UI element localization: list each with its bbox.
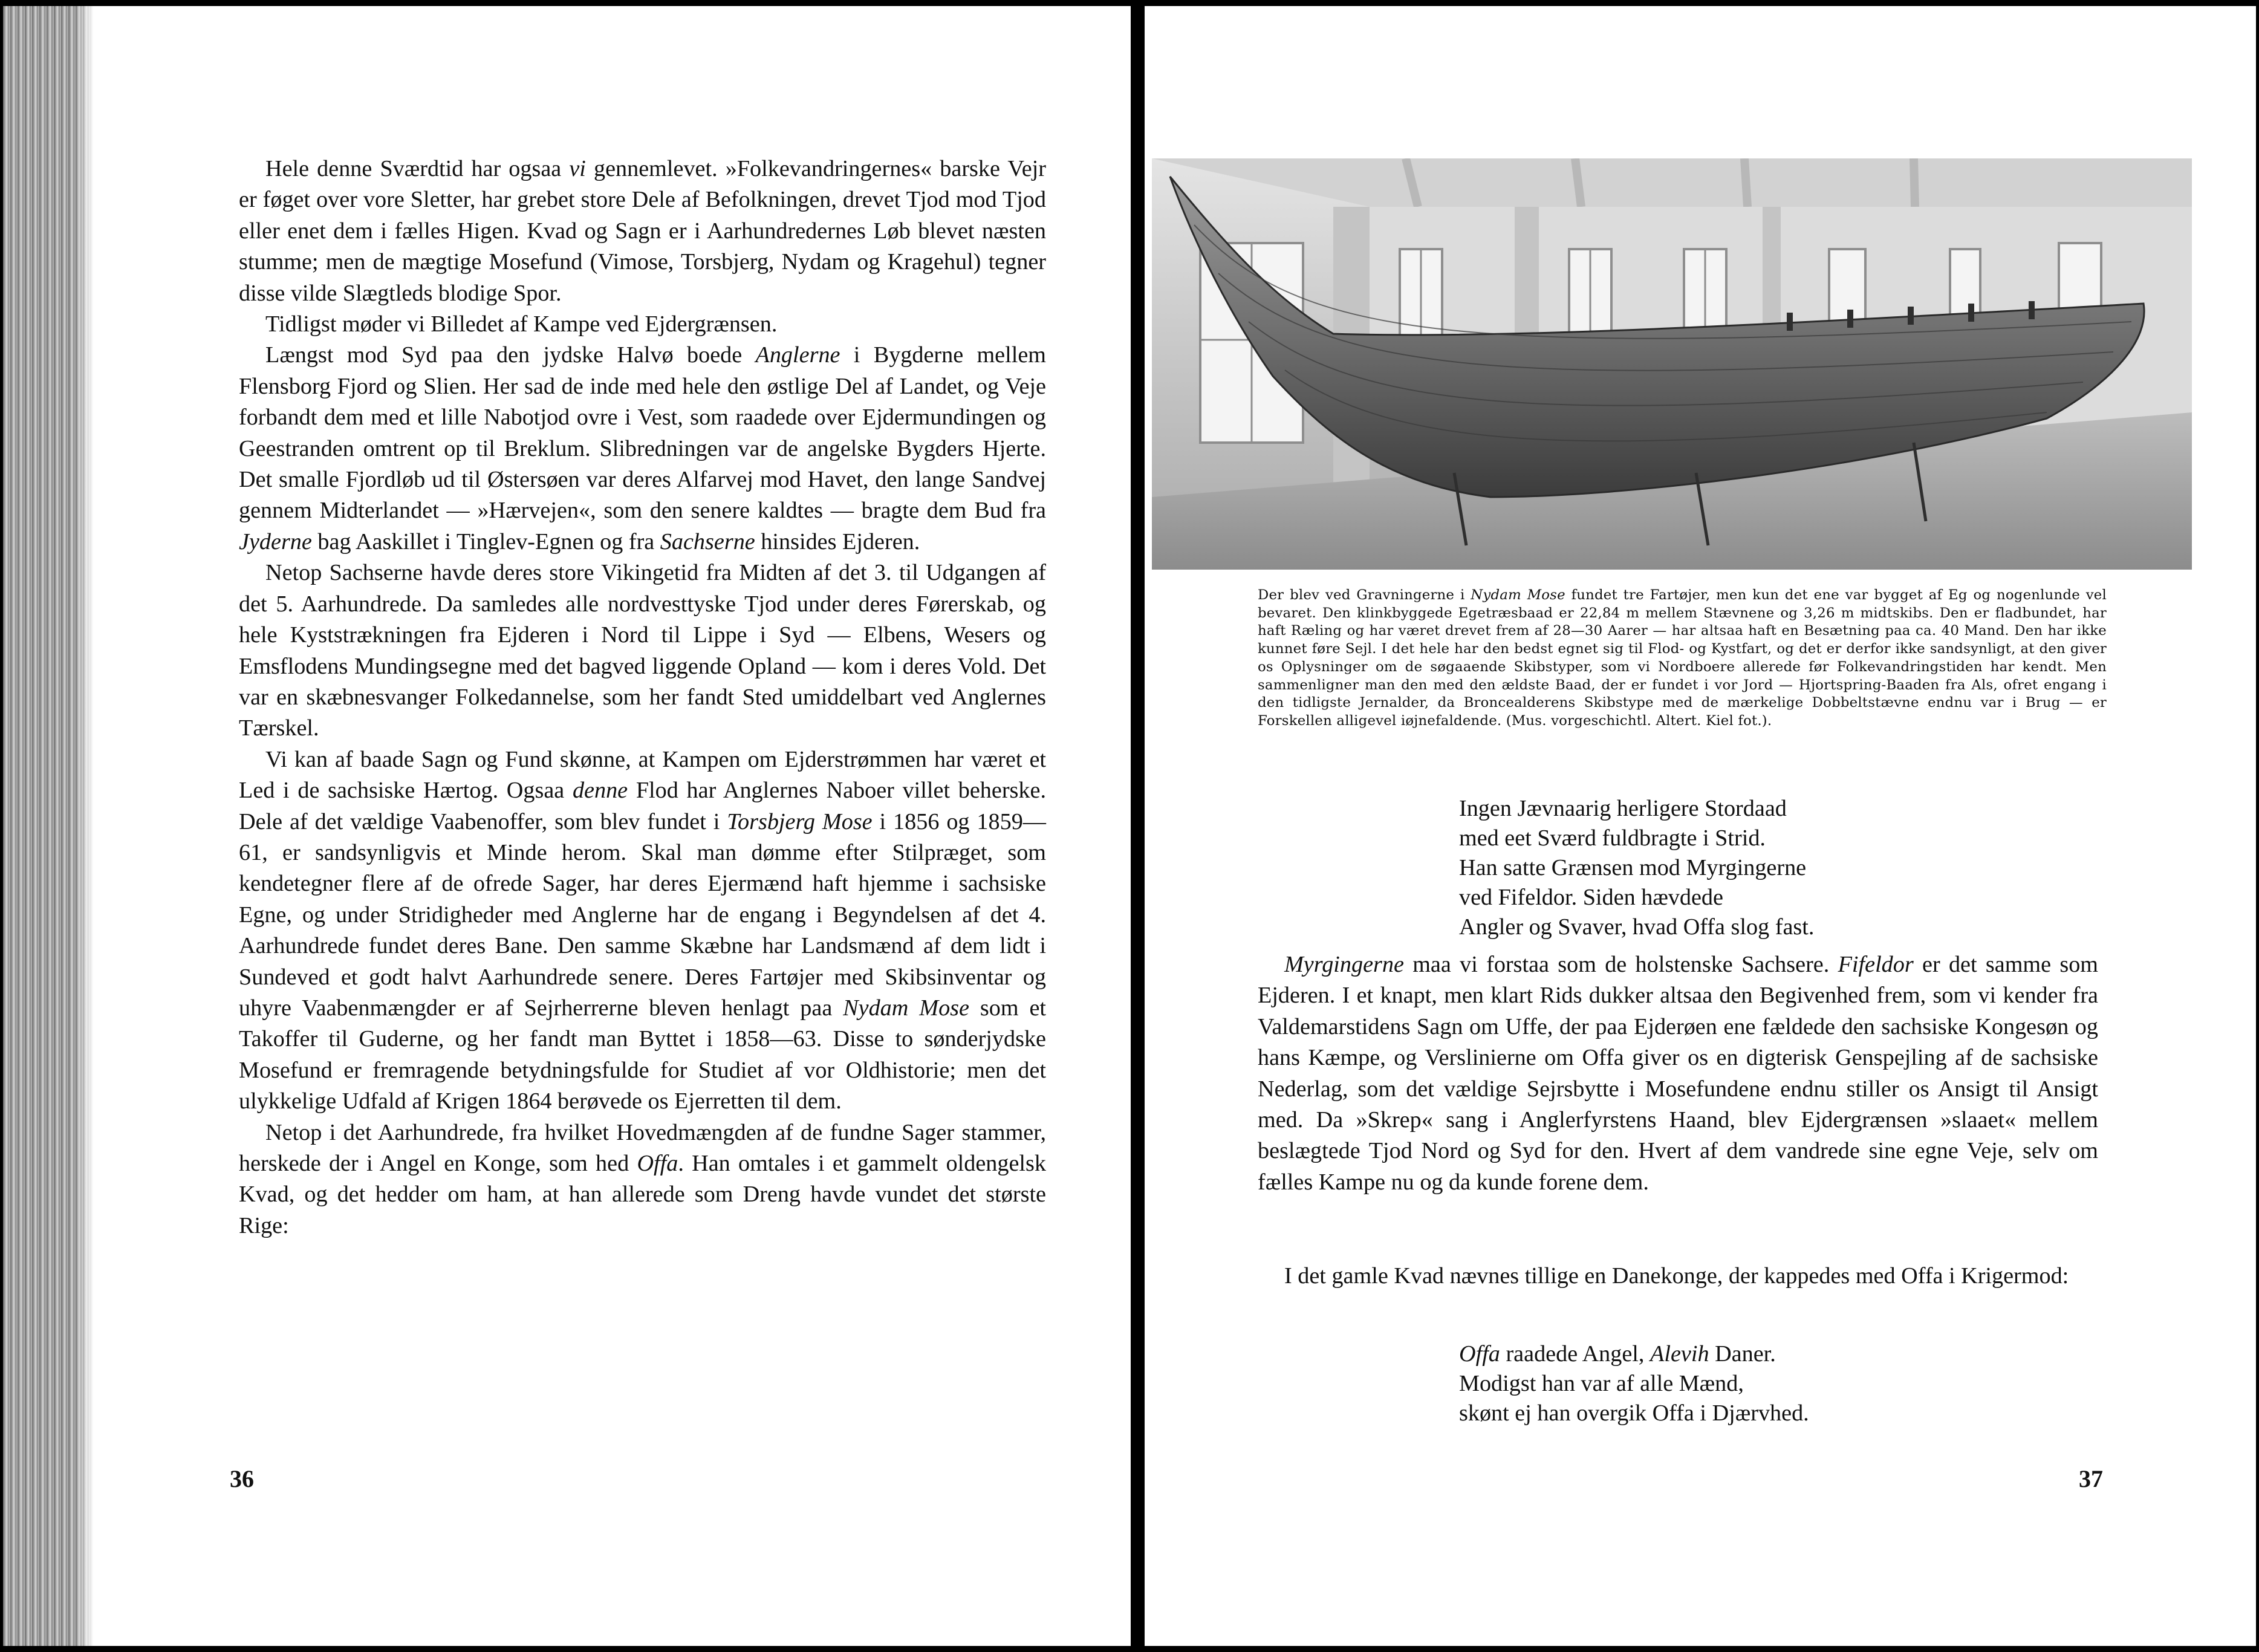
poem-line: Han satte Grænsen mod Myrgingerne — [1459, 855, 1807, 880]
paragraph: Vi kan af baade Sagn og Fund skønne, at Kampen om Ejderstrømmen har været et Led i de sachsiske Hærtog. Ogsaa denne Flod har Anglernes Naboer villet beherske. Dele af det vældige Vaabenoffer, som blev fundet i Torsbjerg Mose i 1856 og 1859—61, er sandsynligvis et Minde herom. Skal man dømme efter Stilpræget, som kendetegner flere af de ofrede Sager, har deres Ejermænd haft hjemme i sachsiske Egne, og under Stridigheder med Anglerne har de engang i Begyndelsen af det 4. Aarhundrede fundet deres Bane. Den samme Skæbne har Landsmænd af dem lidt i Sundeved et godt halvt Aarhundrede senere. Deres Fartøjer med Skibsinventar og uhyre Vaabenmængder er af Sejrherrerne bleven henlagt paa Nydam Mose som et Takoffer til Guderne, og her fandt man Byttet i 1858—63. Disse to sønderjydske Mosefund er fremragende betydningsfulde for Studiet af vor Oldhistorie; men det ulykkelige Udfald af Krigen 1864 berøvede os Ejerretten til dem. — [239, 746, 1047, 1114]
right-page — [1145, 6, 2256, 1646]
paragraph: Myrgingerne maa vi forstaa som de holstenske Sachsere. Fifeldor er det samme som Ejderen. I et knapt, men klart Rids dukker altsaa den Begivenhed frem, som vi kender fra Valdemarstidens Sagn om Uffe, der paa Ejderøen ene fældede den sachsiske Kongesøn og hans Kæmpe, og Verslinierne om Offa giver os en digterisk Genspejling af de sachsiske Nederlag, som det vældige Sejrsbytte i Mosefundene endnu stiller os Ansigt til Ansigt med. Da »Skrep« sang i Anglerfyrstens Haand, blev Ejdergrænsen »slaaet« mellem beslægtede Tjod Nord og Syd for den. Hvert af dem vandrede sine egne Veje, selv om fælles Kampe nu og da kunde forene dem. — [1258, 952, 2098, 1195]
poem-line: Ingen Jævnaarig herligere Stordaad — [1459, 796, 1787, 821]
page-number: 37 — [2079, 1465, 2103, 1492]
poem-line: Angler og Svaver, hvad Offa slog fast. — [1459, 914, 1815, 940]
left-page — [3, 6, 1131, 1646]
poem-line: ved Fifeldor. Siden hævdede — [1459, 885, 1723, 910]
paragraph: Netop i det Aarhundrede, fra hvilket Hovedmængden af de fundne Sager stammer, herskede der i Angel en Konge, som hed Offa. Han omtales i et gammelt oldengelsk Kvad, og det hedder om ham, at han allerede som Dreng havde vundet det største Rige: — [239, 1119, 1046, 1238]
boat-photo-illustration — [1152, 158, 2192, 570]
poem-line: med eet Sværd fuldbragte i Strid. — [1459, 825, 1766, 851]
poem-stanza-2 — [1459, 1339, 1809, 1428]
nydam-boat-photo — [1152, 158, 2192, 570]
paragraph: Netop Sachserne havde deres store Vikingetid fra Midten af det 3. til Udgangen af det 5. Aarhundrede. Da samledes alle nordvesttyske Tjod under deres Førerskab, og hele Kyststrækningen fra Ejderen i Nord til Lippe i Syd — Elbens, Wesers og Emsflodens Mundingsegne med det bagved liggende Opland — kom i deres Vold. Det var en skæbnesvanger Folkedannelse, som her fandt Sted umiddelbart ved Anglernes Tærskel. — [239, 560, 1046, 741]
page-edge-stack — [3, 6, 94, 1646]
paragraph: Længst mod Syd paa den jydske Halvø boede Anglerne i Bygderne mellem Flensborg Fjord og Slien. Her sad de inde med hele den østlige Del af Landet, og Veje forbandt dem med et lille Nabotjod ovre i Vest, som raadede over Ejdermundingen og Geestranden omtrent op til Breklum. Slibredningen var de angelske Bygders Hjerte. Det smalle Fjordløb ud til Østersøen var deres Alfarvej mod Havet, den lange Sandvej gennem Midterlandet — »Hærvejen«, som den senere kaldtes — bragte dem Bud fra Jyderne bag Aaskillet i Tinglev-Egnen og fra Sachserne hinsides Ejderen. — [239, 342, 1046, 554]
paragraph: Tidligst møder vi Billedet af Kampe ved Ejdergrænsen. — [265, 311, 778, 337]
paragraph: I det gamle Kvad nævnes tillige en Danekonge, der kappedes med Offa i Krigermod: — [1284, 1263, 2069, 1289]
page-number: 36 — [230, 1465, 254, 1492]
poem-line: skønt ej han overgik Offa i Djærvhed. — [1459, 1400, 1809, 1426]
photo-caption: Der blev ved Gravningerne i Nydam Mose fundet tre Fartøjer, men kun det ene var bygget af Eg og nogenlunde vel bevaret. Den klinkbyggede Egetræsbaad er 22,84 m mellem Stævnene og 3,26 m midtskibs. Den er fladbundet, har haft Ræling og har været drevet frem af 28—30 Aarer — har altsaa haft en Besætning paa ca. 40 Mand. Den har ikke kunnet føre Sejl. I det hele har den bedst egnet sig til Flod- og Kystfart, og det er derfor ikke sandsynligt, at den giver os Oplysninger om de søgaaende Skibstyper, som vi Nordboere allerede før Folkevandringstiden har kendt. Men sammenligner man den med den ældste Baad, der er fundet i vor Jord — Hjortspring-Baaden fra Als, ofret engang i den tidligste Jernalder, da Broncealderens Skibstype med de mærkelige Dobbeltstævne endnu var i Brug — er Forskellen alligevel iøjnefaldende. (Mus. vorgeschichtl. Altert. Kiel fot.). — [1258, 587, 2107, 729]
poem-line: Offa raadede Angel, Alevih Daner. — [1459, 1341, 1776, 1367]
left-body-text — [239, 154, 1046, 1241]
paragraph: Hele denne Sværdtid har ogsaa vi gennemlevet. »Folkevandringernes« barske Vejr er føget over vore Sletter, har grebet store Dele af Befolkningen, drevet Tjod mod Tjod eller enet dem i fælles Higen. Kvad og Sagn er i Aarhundredernes Løb blevet næsten stumme; men de mægtige Mosefund (Vimose, Torsbjerg, Nydam og Kragehul) tegner disse vilde Slægtleds blodige Spor. — [239, 156, 1046, 306]
poem-line: Modigst han var af alle Mænd, — [1459, 1371, 1744, 1396]
poem-stanza-1 — [1459, 794, 1814, 942]
right-body-text — [1258, 949, 2098, 1198]
